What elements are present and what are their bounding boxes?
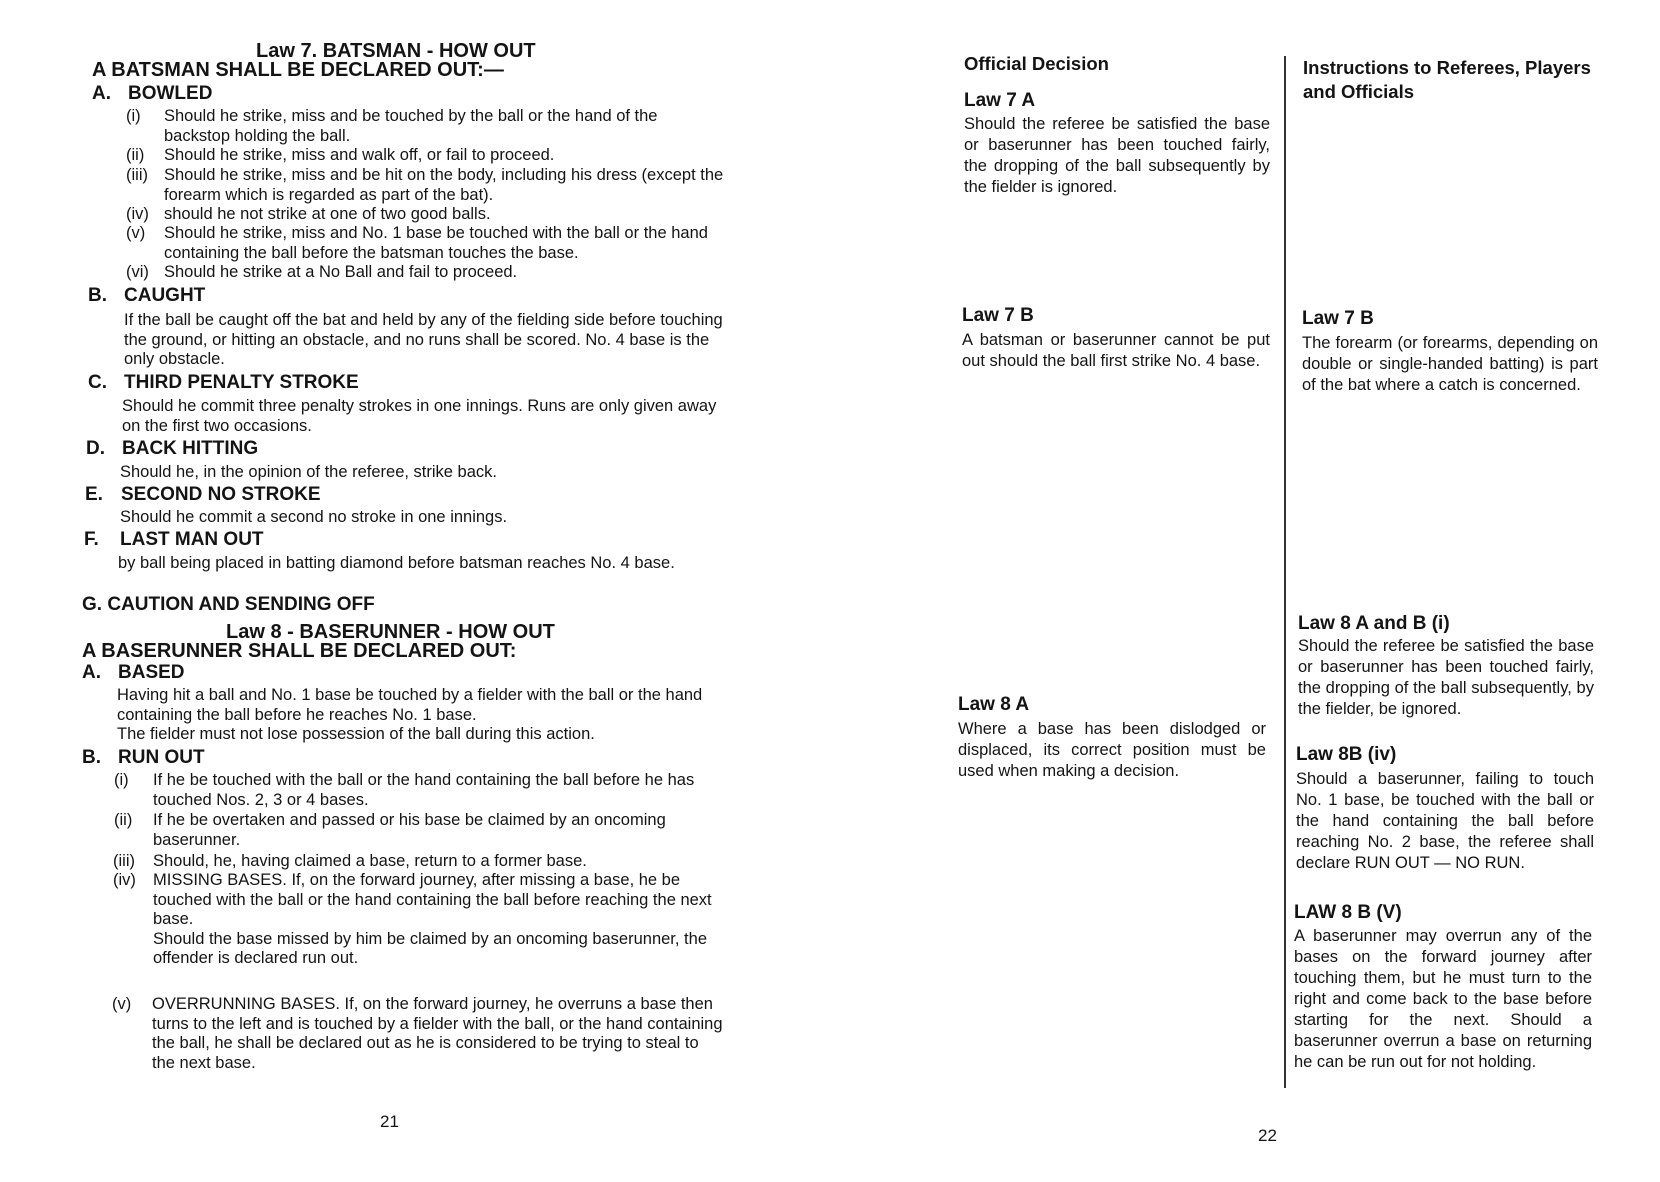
item-text: Should he strike, miss and be touched by the ball or the hand of the backstop holding the ball. bbox=[164, 107, 658, 145]
section-heading: BASED bbox=[118, 662, 185, 683]
section-d-text: Should he, in the opinion of the referee, strike back. bbox=[120, 463, 497, 481]
list-item bbox=[113, 852, 724, 872]
law8-section-a-text bbox=[117, 686, 725, 745]
official-decision-header: Official Decision bbox=[964, 53, 1109, 74]
section-b-text: If the ball be caught off the bat and held by any of the fielding side before touching the ground, or hitting an obstacle, and no runs shall be scored. No. 4 base is the only obstacle. bbox=[124, 311, 723, 368]
instruction-law-label: Law 8B (iv) bbox=[1296, 744, 1397, 765]
item-text: Should, he, having claimed a base, return to a former base. bbox=[153, 852, 587, 870]
page-number: 22 bbox=[1258, 1126, 1277, 1145]
list-item bbox=[112, 995, 724, 1073]
law7-title: Law 7. BATSMAN - HOW OUT bbox=[256, 40, 536, 62]
law8-a-body: Having hit a ball and No. 1 base be touched by a fielder with the ball or the hand containing the ball before he reaches No. 1 base. bbox=[117, 686, 703, 724]
section-heading: CAUGHT bbox=[124, 285, 206, 306]
section-letter: A. bbox=[92, 83, 111, 104]
item-extra-text: Should the base missed by him be claimed by an oncoming baserunner, the offender is declared run out. bbox=[153, 929, 707, 967]
section-letter: A. bbox=[82, 662, 101, 683]
list-item bbox=[126, 166, 726, 205]
instruction-law-label: Law 7 B bbox=[1302, 308, 1374, 329]
item-label: (v) bbox=[126, 224, 146, 242]
decision-law-label: Law 8 A bbox=[958, 694, 1030, 715]
item-label: (i) bbox=[114, 771, 129, 789]
instruction-text: The forearm (or forearms, depending on double or single-handed batting) is part of the bat where a catch is concerned. bbox=[1302, 334, 1598, 394]
instruction-law-label: LAW 8 B (V) bbox=[1294, 902, 1402, 923]
list-item bbox=[126, 107, 726, 146]
instruction-text: Should a baserunner, failing to touch No. 1 base, be touched with the ball or the hand containing the ball before reaching No. 2 base, the referee shall declare RUN OUT — NO RUN. bbox=[1296, 770, 1594, 872]
decision-text: Should the referee be satisfied the base or baserunner has been touched fairly, the dropping of the ball subsequently by the fielder is ignored. bbox=[964, 115, 1270, 196]
list-item bbox=[126, 146, 726, 166]
item-text: Should he strike, miss and No. 1 base be touched with the ball or the hand containing the ball before the batsman touches the base. bbox=[164, 224, 708, 262]
section-letter: B. bbox=[88, 285, 107, 306]
section-heading: LAST MAN OUT bbox=[120, 529, 264, 550]
item-text: MISSING BASES. If, on the forward journey, after missing a base, he be touched with the ball or the hand containing the ball before reaching the next base. bbox=[153, 871, 712, 928]
decision-text: A batsman or baserunner cannot be put out should the ball first strike No. 4 base. bbox=[962, 331, 1270, 370]
list-item bbox=[126, 224, 726, 263]
section-e-text: Should he commit a second no stroke in one innings. bbox=[120, 508, 508, 526]
section-a-bowled-heading bbox=[92, 83, 212, 105]
section-letter: D. bbox=[86, 438, 105, 459]
law8-subtitle: A BASERUNNER SHALL BE DECLARED OUT: bbox=[82, 640, 517, 662]
law7-subtitle: A BATSMAN SHALL BE DECLARED OUT:— bbox=[92, 59, 504, 81]
decision-text: Where a base has been dislodged or displaced, its correct position must be used when making a decision. bbox=[958, 720, 1266, 780]
item-text: If he be overtaken and passed or his base be claimed by an oncoming baserunner. bbox=[153, 811, 666, 849]
column-divider bbox=[1284, 56, 1286, 1088]
section-g-heading bbox=[82, 594, 375, 616]
section-e-heading bbox=[85, 484, 321, 506]
section-heading: CAUTION AND SENDING OFF bbox=[107, 594, 375, 615]
law8-section-b-heading bbox=[82, 747, 205, 769]
list-item bbox=[113, 871, 724, 969]
item-label: (v) bbox=[112, 995, 132, 1013]
section-letter: G. bbox=[82, 594, 103, 615]
left-page bbox=[0, 0, 790, 1182]
item-label: (iv) bbox=[126, 205, 149, 223]
list-item bbox=[114, 771, 724, 810]
section-f-text: by ball being placed in batting diamond before batsman reaches No. 4 base. bbox=[118, 554, 675, 572]
instructions-header: Instructions to Referees, Players and Officials bbox=[1303, 57, 1591, 102]
section-c-text: Should he commit three penalty strokes in one innings. Runs are only given away on the first two occasions. bbox=[122, 397, 717, 435]
item-label: (iii) bbox=[126, 166, 148, 184]
item-text: OVERRUNNING BASES. If, on the forward journey, he overruns a base then turns to the left and is touched by a fielder with the ball, or the hand containing the ball, he shall be declared out as he is considered to be trying to steal to the next base. bbox=[152, 995, 723, 1072]
item-text: If he be touched with the ball or the hand containing the ball before he has touched Nos. 2, 3 or 4 bases. bbox=[153, 771, 695, 809]
section-heading: BOWLED bbox=[128, 83, 213, 104]
instruction-text: A baserunner may overrun any of the bases on the forward journey after touching them, but he must turn to the right and come back to the base before starting for the next. Should a baserunner overrun a base on returning he can be run out for not holding. bbox=[1294, 927, 1592, 1071]
section-letter: E. bbox=[85, 484, 103, 505]
decision-law-label: Law 7 B bbox=[962, 305, 1034, 326]
item-label: (iii) bbox=[113, 852, 135, 870]
item-label: (ii) bbox=[114, 811, 133, 829]
section-heading: SECOND NO STROKE bbox=[121, 484, 321, 505]
instruction-law-label: Law 8 A and B (i) bbox=[1298, 613, 1450, 634]
item-label: (ii) bbox=[126, 146, 145, 164]
law8-section-a-heading bbox=[82, 662, 185, 684]
law8-title: Law 8 - BASERUNNER - HOW OUT bbox=[226, 621, 555, 643]
item-label: (vi) bbox=[126, 263, 149, 281]
section-letter: B. bbox=[82, 747, 101, 768]
section-f-heading bbox=[84, 529, 264, 551]
list-item bbox=[126, 263, 726, 283]
item-text: Should he strike at a No Ball and fail to proceed. bbox=[164, 263, 518, 281]
item-text: should he not strike at one of two good balls. bbox=[164, 205, 491, 223]
list-item bbox=[114, 811, 724, 850]
section-letter: C. bbox=[88, 372, 107, 393]
instruction-text: Should the referee be satisfied the base or baserunner has been touched fairly, the dropping of the ball subsequently, by the fielder, be ignored. bbox=[1298, 637, 1594, 718]
list-item bbox=[126, 205, 726, 225]
section-letter: F. bbox=[84, 529, 99, 550]
section-d-heading bbox=[86, 438, 258, 460]
item-text: Should he strike, miss and walk off, or fail to proceed. bbox=[164, 146, 555, 164]
item-text: Should he strike, miss and be hit on the body, including his dress (except the forearm which is regarded as part of the bat). bbox=[164, 166, 724, 204]
item-label: (i) bbox=[126, 107, 141, 125]
right-page bbox=[940, 0, 1660, 1182]
law8-a-note: The fielder must not lose possession of the ball during this action. bbox=[117, 725, 595, 743]
section-heading: RUN OUT bbox=[118, 747, 205, 768]
item-label: (iv) bbox=[113, 871, 136, 889]
section-c-heading bbox=[88, 372, 359, 394]
section-heading: THIRD PENALTY STROKE bbox=[124, 372, 359, 393]
section-heading: BACK HITTING bbox=[122, 438, 259, 459]
section-b-caught-heading bbox=[88, 285, 205, 307]
decision-law-label: Law 7 A bbox=[964, 90, 1036, 111]
page-number: 21 bbox=[380, 1112, 399, 1131]
